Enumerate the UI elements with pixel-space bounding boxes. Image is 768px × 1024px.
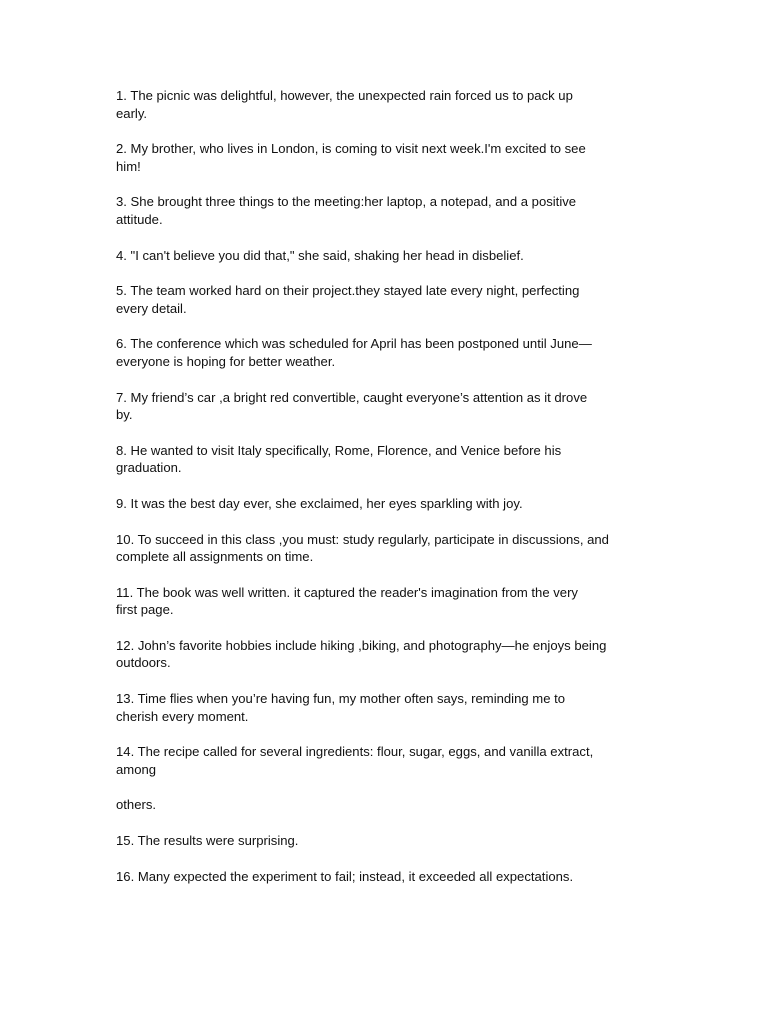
paragraph-11: 11. The book was well written. it captured the reader's imagination from the very first page. bbox=[116, 584, 578, 618]
paragraph-4: 4. "I can't believe you did that," she said, shaking her head in disbelief. bbox=[116, 247, 524, 263]
paragraph-14: 14. The recipe called for several ingredients: flour, sugar, eggs, and vanilla extract, among bbox=[116, 744, 594, 777]
paragraph-1: 1. The picnic was delightful, however, the unexpected rain forced us to pack up early. bbox=[116, 88, 573, 121]
paragraph-14-continued: others. bbox=[116, 797, 157, 813]
paragraph-15: 15. The results were surprising. bbox=[116, 833, 299, 849]
paragraph-10: 10. To succeed in this class ,you must: study regularly, participate in discussions, and complete all assignments on time. bbox=[116, 531, 609, 565]
paragraph-9: 9. It was the best day ever, she exclaimed, her eyes sparkling with joy. bbox=[116, 495, 523, 511]
paragraph-16: 16. Many expected the experiment to fail; instead, it exceeded all expectations. bbox=[116, 868, 574, 884]
paragraph-7: 7. My friend’s car ,a bright red convertible, caught everyone’s attention as it drove by. bbox=[116, 389, 588, 423]
paragraph-12: 12. John’s favorite hobbies include hiking ,biking, and photography—he enjoys being outdoors. bbox=[116, 637, 607, 671]
document-body bbox=[116, 87, 656, 903]
paragraph-5: 5. The team worked hard on their project.they stayed late every night, perfecting every detail. bbox=[116, 283, 580, 316]
paragraph-13: 13. Time flies when you’re having fun, my mother often says, reminding me to cherish every moment. bbox=[116, 691, 566, 724]
paragraph-2: 2. My brother, who lives in London, is coming to visit next week.I'm excited to see him! bbox=[116, 141, 586, 174]
paragraph-6: 6. The conference which was scheduled for April has been postponed until June— everyone is hoping for better weather. bbox=[116, 336, 592, 369]
paragraph-8: 8. He wanted to visit Italy specifically, Rome, Florence, and Venice before his graduation. bbox=[116, 442, 562, 476]
paragraph-3: 3. She brought three things to the meeting:her laptop, a notepad, and a positive attitude. bbox=[116, 194, 577, 227]
